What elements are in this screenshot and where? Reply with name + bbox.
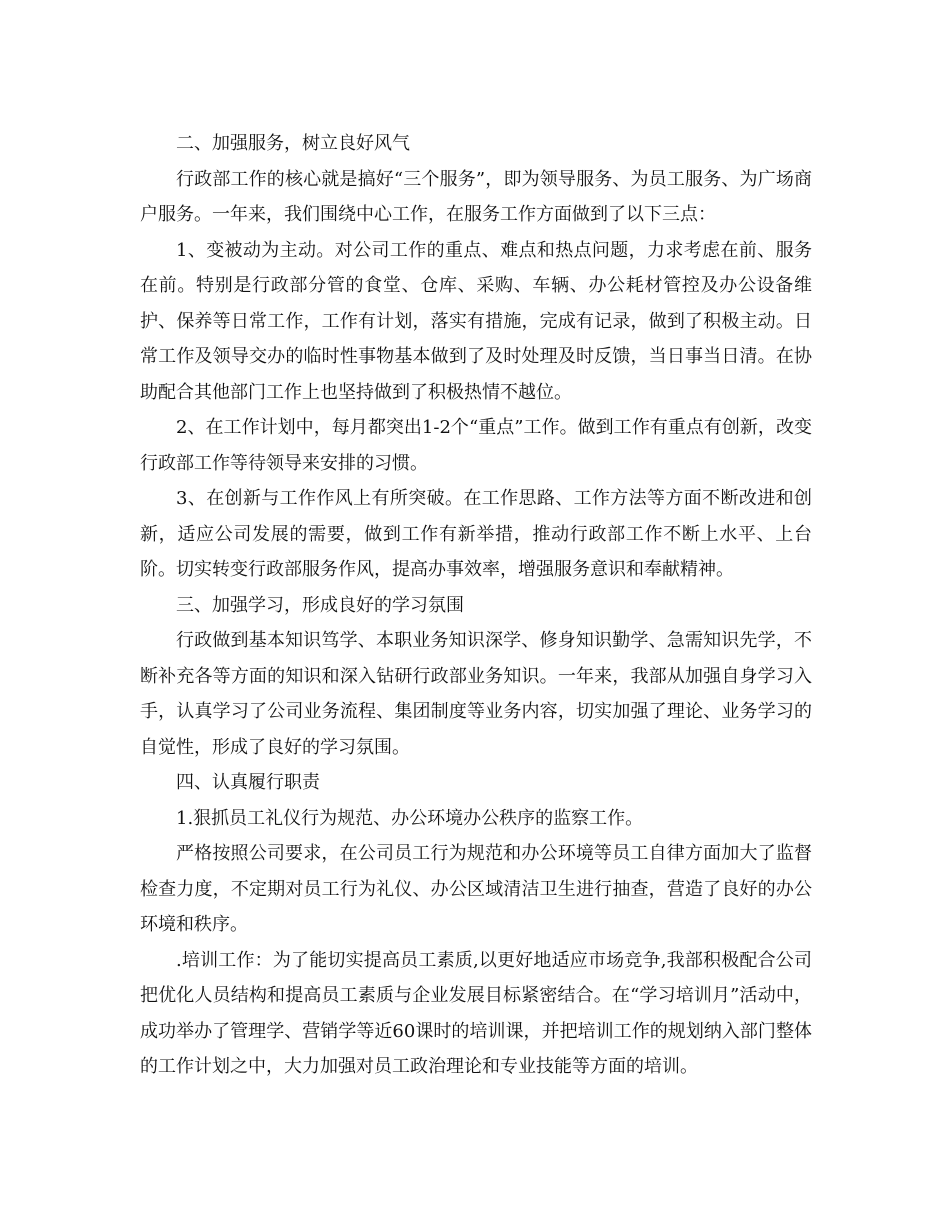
paragraph-service-core: 行政部工作的核心就是搞好“三个服务”，即为领导服务、为员工服务、为广场商户服务。一年来，我们围绕中心工作，在服务工作方面做到了以下三点： [140, 168, 812, 225]
paragraph-duties-supervision: 严格按照公司要求，在公司员工行为规范和办公环境等员工自律方面加大了监督检查力度，不定期对员工行为礼仪、办公区域清洁卫生进行抽查，营造了良好的办公环境和秩序。 [140, 843, 812, 935]
section-heading-duties: 四、认真履行职责 [176, 772, 320, 793]
subheading-duties-1: 1.狠抓员工礼仪行为规范、办公环境办公秩序的监察工作。 [176, 807, 644, 829]
paragraph-service-point-2: 2、在工作计划中，每月都突出1-2个“重点”工作。做到工作有重点有创新，改变行政部工作等待领导来安排的习惯。 [140, 417, 812, 474]
section-heading-learning: 三、加强学习，形成良好的学习氛围 [176, 594, 464, 616]
paragraph-service-point-1: 1、变被动为主动。对公司工作的重点、难点和热点问题，力求考虑在前、服务在前。特别是行政部分管的食堂、仓库、采购、车辆、办公耗材管控及办公设备维护、保养等日常工作，工作有计划，落实有措施，完成有记录，做到了积极主动。日常工作及领导交办的临时性事物基本做到了及时处理及时反馈，当日事当日清。在协助配合其他部门工作上也坚持做到了积极热情不越位。 [140, 239, 812, 403]
paragraph-training: .培训工作：为了能切实提高员工素质,以更好地适应市场竞争,我部积极配合公司把优化人员结构和提高员工素质与企业发展目标紧密结合。在“学习培训月”活动中，成功举办了管理学、营销学等近60课时的培训课，并把培训工作的规划纳入部门整体的工作计划之中，大力加强对员工政治理论和专业技能等方面的培训。 [140, 949, 812, 1077]
section-heading-service: 二、加强服务，树立良好风气 [176, 133, 410, 154]
document-body [140, 126, 812, 1085]
paragraph-service-point-3: 3、在创新与工作作风上有所突破。在工作思路、工作方法等方面不断改进和创新，适应公司发展的需要，做到工作有新举措，推动行政部工作不断上水平、上台阶。切实转变行政部服务作风，提高办事效率，增强服务意识和奉献精神。 [140, 488, 812, 580]
paragraph-learning: 行政做到基本知识笃学、本职业务知识深学、修身知识勤学、急需知识先学，不断补充各等方面的知识和深入钻研行政部业务知识。一年来，我部从加强自身学习入手，认真学习了公司业务流程、集团制度等业务内容，切实加强了理论、业务学习的自觉性，形成了良好的学习氛围。 [140, 630, 812, 758]
